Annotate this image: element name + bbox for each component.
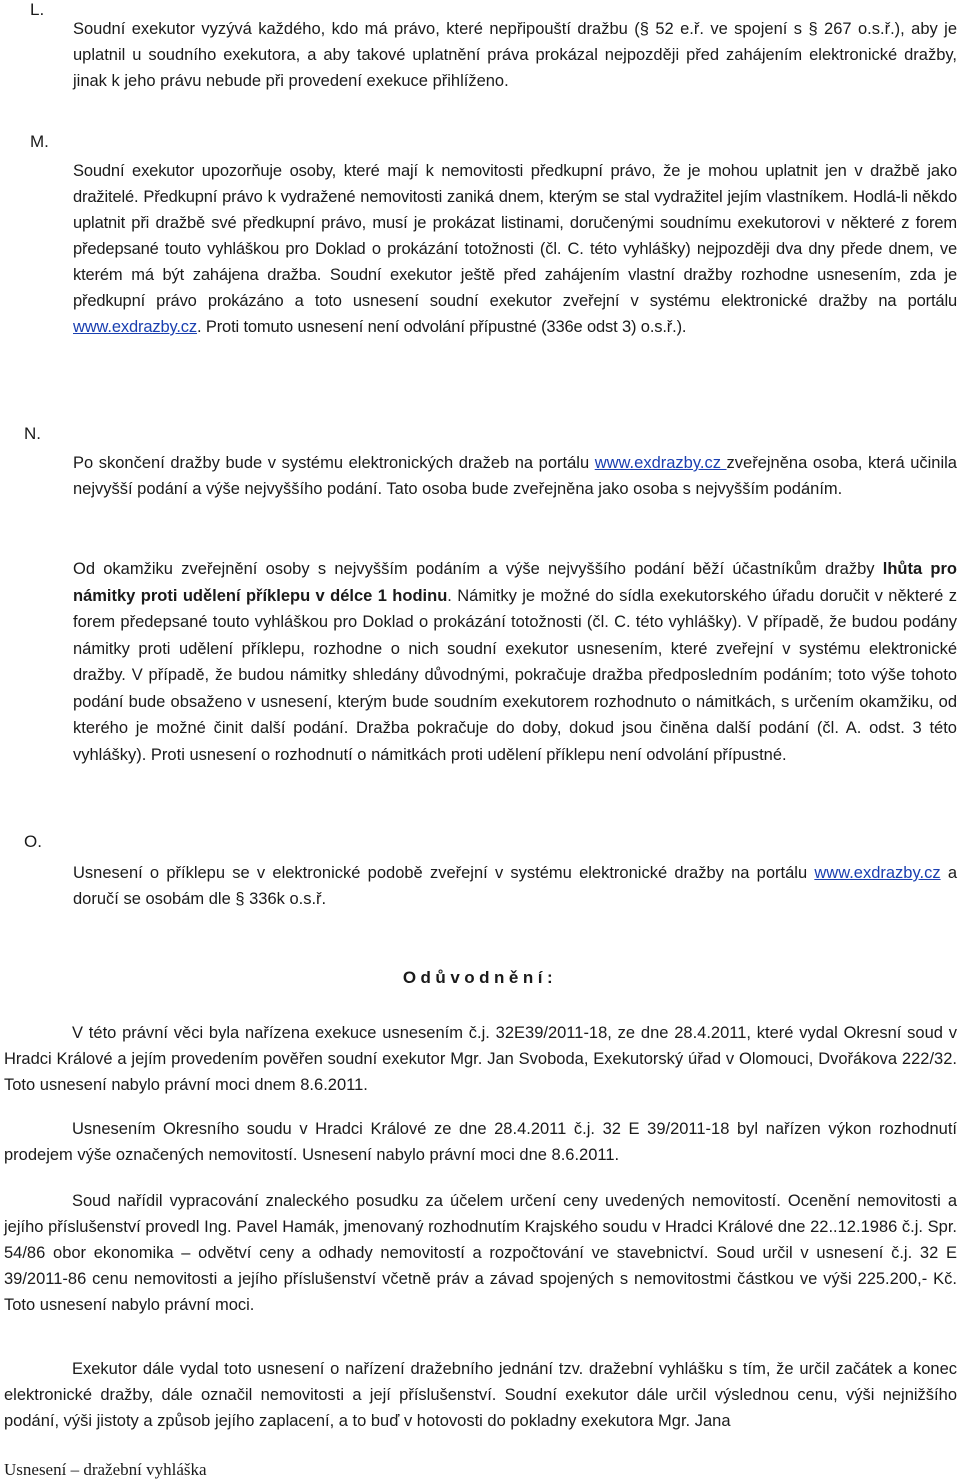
- section-o-text-part2: a doručí se osobám dle § 336k o.s.ř.: [73, 864, 957, 908]
- section-m-text-part1: Soudní exekutor upozorňuje osoby, které mají k nemovitosti předkupní právo, že je mohou uplatnit jen v dražbě jako dražitelé. Předkupní právo k vydražené nemovitosti zaniká dnem, kterým se stal vydražitel jejím vlastníkem. Hodlá-li někdo uplatnit při dražbě své předkupní právo, musí je prokázat listinami, doručenými soudnímu exekutorovi v některé z forem předepsané touto vyhláškou pro Doklad o prokázání totožnosti (čl. C. této vyhlášky) nejpozději dva dny přede dnem, ve kterém má být zahájena dražba. Soudní exekutor ještě před zahájením vlastní dražby rozhodne usnesením, zda je předkupní právo prokázáno a toto usnesení soudní exekutor zveřejní v systému elektronické dražby na portálu: [73, 162, 957, 310]
- reasoning-paragraph-3: Soud nařídil vypracování znaleckého posudku za účelem určení ceny uvedených nemovitostí. Ocenění nemovitosti a jejího příslušenství provedl Ing. Pavel Hamák, jmenovaný rozhodnutím Krajského soudu v Hradci Králové dne 22..12.1986 č.j. Spr. 54/86 obor ekonomika – odvětví ceny a odhady nemovitostí a rozpočtování ve stavebnictví. Soud určil v usnesení č.j. 32 E 39/2011-86 cenu nemovitosti a jejího příslušenství včetně práv a závad spojených s nemovitostmi částkou ve výši 225.200,- Kč. Toto usnesení nabylo právní moci.: [4, 1192, 957, 1314]
- reasoning-paragraph-1: V této právní věci byla nařízena exekuce usnesením č.j. 32E39/2011-18, ze dne 28.4.2011, které vydal Okresní soud v Hradci Králové a jejím provedením pověřen soudní exekutor Mgr. Jan Svoboda, Exekutorský úřad v Olomouci, Dvořákova 222/32. Toto usnesení nabylo právní moci dnem 8.6.2011.: [4, 1024, 957, 1094]
- reasoning-paragraph-4: Exekutor dále vydal toto usnesení o nařízení dražebního jednání tzv. dražební vyhlášku s tím, že určil začátek a konec elektronické dražby, dále označil nemovitosti a její příslušenství. Soudní exekutor dále určil výslednou cenu, výši nejnižšího podání, výši jistoty a způsob jejího zaplacení, a to buď v hotovosti do pokladny exekutora Mgr. Jana: [4, 1360, 957, 1430]
- exdrazby-link[interactable]: www.exdrazby.cz: [594, 454, 727, 472]
- section-marker-o: O.: [24, 832, 42, 851]
- section-n-p1-part2: zveřejněna osoba, která učinila nejvyšší podání a výše nejvyššího podání. Tato osoba bude zveřejněna jako osoba s nejvyšším podáním.: [73, 454, 957, 498]
- section-marker-n: N.: [24, 424, 41, 443]
- section-n-p2-part2: . Námitky je možné do sídla exekutorského úřadu doručit v některé z forem předepsané touto vyhláškou pro Doklad o prokázání totožnosti (čl. C. této vyhlášky). V případě, že budou podány námitky proti udělení příklepu, rozhodne o nich soudní exekutor usnesením, které zveřejní v systému elektronické dražby. V případě, že budou námitky shledány důvodnými, pokračuje dražba předposledním podáním; toto výše tohoto podání bude obsaženo v usnesení, kterým bude soudním exekutorem rozhodnuto o námitkách, s určením okamžiku, od kterého je možné činit další podání. Dražba pokračuje do doby, dokud jsou činěna další podání (čl. A. odst. 3 této vyhlášky). Proti usnesení o rozhodnutí o námitkách proti udělení příklepu není odvolání přípustné.: [73, 586, 957, 764]
- section-n-paragraph-2: [73, 556, 957, 768]
- section-n-p1-part1: Po skončení dražby bude v systému elektronických dražeb na portálu: [73, 454, 595, 472]
- section-n-p2-part1: Od okamžiku zveřejnění osoby s nejvyšším podáním a výše nejvyššího podání běží účastníkům dražby: [73, 560, 883, 578]
- page-footer: Usnesení – dražební vyhláška: [4, 1460, 207, 1479]
- section-marker-m: M.: [30, 132, 49, 151]
- section-o-text-part1: Usnesení o příklepu se v elektronické podobě zveřejní v systému elektronické dražby na portálu: [73, 864, 815, 882]
- section-m-text: [73, 158, 957, 340]
- section-marker-l: L.: [30, 0, 45, 19]
- reasoning-paragraph-2: Usnesením Okresního soudu v Hradci Králové ze dne 28.4.2011 č.j. 32 E 39/2011-18 byl nařízen výkon rozhodnutí prodejem výše označených nemovitostí. Usnesení nabylo právní moci dne 8.6.2011.: [4, 1120, 957, 1164]
- exdrazby-link[interactable]: www.exdrazby.cz: [814, 864, 941, 882]
- objection-deadline: lhůta pro námitky proti udělení příklepu v délce 1 hodinu: [73, 560, 958, 605]
- section-l-text: Soudní exekutor vyzývá každého, kdo má právo, které nepřipouští dražbu (§ 52 e.ř. ve spojení s § 267 o.s.ř.), aby je uplatnil u soudního exekutora, a aby takové uplatnění práva prokázal nejpozději před zahájením elektronické dražby, jinak k jeho právu nebude při provedení exekuce přihlíženo.: [73, 20, 957, 90]
- section-o-text: [73, 860, 957, 912]
- section-m-text-part2: . Proti tomuto usnesení není odvolání přípustné (336e odst 3) o.s.ř.).: [196, 318, 687, 336]
- section-n-paragraph-1: [73, 450, 957, 502]
- reasoning-heading: Odůvodnění:: [402, 968, 558, 987]
- exdrazby-link[interactable]: www.exdrazby.cz: [73, 318, 197, 336]
